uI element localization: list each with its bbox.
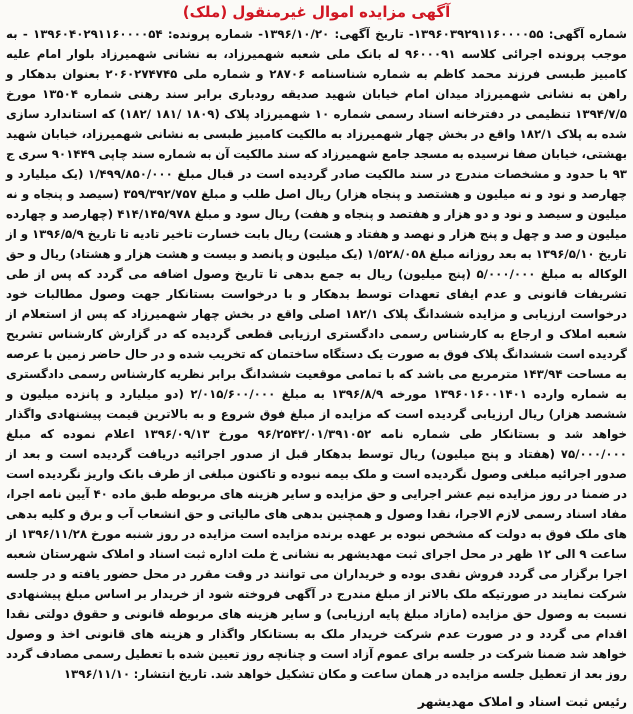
notice-body: شماره آگهی: ۱۳۹۶۰۳۹۲۹۱۱۶۰۰۰۰۵۵- تاریخ آگهی: ۱۳۹۶/۱۰/۲۰- شماره پرونده: ۱۳۹۶۰۴۰۲۹۱۱۶۰۰۰۰۵۴ - به موجب پرونده اجرائی کلاسه ۹۶۰۰۰۹۱ له بانک ملی شعبه شهمیرزاد، به نشانی شهمیرزاد بلوار امام علیه کامبیز طبسی فرزند محمد کاظم به شماره شناسنامه ۲۸۷۰۶ و شماره ملی ۲۰۶۰۲۷۴۷۴۵ بعنوان بدهکار و راهن به نشانی شهمیرزاد میدان امام خیابان شهید صدیقه رودباری برابر سند رهنی شماره ۱۳۵۰۴ مورخ ۱۳۹۴/۷/۵ تنظیمی در دفترخانه اسناد رسمی شماره ۱۰ شهمیرزاد پلاک (۱۸۰۹ /۱۸۱ /۱۸۲) که استاندارد سازی شده به پلاک ۱۸۲/۱ واقع در بخش چهار شهمیرزاد به مالکیت کامبیز طبسی به نشانی شهمیرزاد، خیابان شهید بهشتی، خیابان صفا نرسیده به مسجد جامع شهمیرزاد که سند مالکیت آن به شماره سند چاپی ۹۰۱۴۴۹ سری ج ۹۳ با حدود و مشخصات مندرج در سند مالکیت صادر گردیده است در قبال مبلغ ۱/۴۹۹/۸۵۰/۰۰۰ (یک میلیارد و چهارصد و نود و نه میلیون و هشتصد و پنجاه هزار) ریال اصل طلب و مبلغ ۳۵۹/۳۹۲/۷۵۷ (سیصد و پنجاه و نه میلیون و سیصد و نود و دو هزار و هفتصد و پنجاه و هفت) ریال سود و مبلغ ۴۱۴/۱۴۵/۹۷۸ (چهارصد و چهارده میلیون و صد و چهل و پنج هزار و نهصد و هفتاد و هشت) ریال بابت خسارت تاخیر تادیه تا تاریخ ۱۳۹۶/۵/۹ و از تاریخ ۱۳۹۶/۵/۱۰ به بعد روزانه مبلغ ۱/۵۲۸/۰۵۸ (یک میلیون و پانصد و بیست و هشت هزار و هشتاد) ریال و حق الوکاله به مبلغ ۵/۰۰۰/۰۰۰ (پنج میلیون) ریال به جمع بدهی تا تاریخ وصول اضافه می گردد که پس از طی تشریفات قانونی و عدم ایفای تعهدات توسط بدهکار و با درخواست بستانکار جهت وصول مطالبات خود درخواست ارزیابی و مزایده ششدانگ پلاک ۱۸۲/۱ اصلی واقع در بخش چهار شهمیرزاد که پس از استعلام از شعبه املاک و ارجاع به کارشناس رسمی دادگستری ارزیابی قطعی گردیده که در گزارش کارشناس تشریح گردیده است ششدانگ پلاک فوق به صورت یک دستگاه ساختمان که تخریب شده و در حال حاضر زمین با عرصه به مساحت ۱۴۳/۹۴ مترمربع می باشد که با تمامی موقعیت ششدانگ برابر نظریه کارشناس رسمی دادگستری به شماره وارده ۱۳۹۶۰۱۶۰۰۱۴۰۱ مورخه ۱۳۹۶/۸/۹ به مبلغ ۲/۰۱۵/۶۰۰/۰۰۰ (دو میلیارد و پانزده میلیون و ششصد هزار) ریال ارزیابی گردیده است که مزایده از مبلغ فوق شروع و به بالاترین قیمت پیشنهادی واگذار خواهد شد و بستانکار طی شماره نامه ۹۶/۲۵۴۲/۰۱/۳۹۱۰۵۲ مورخ ۱۳۹۶/۰۹/۱۳ اعلام نموده که مبلغ ۷۵/۰۰۰/۰۰۰ (هفتاد و پنج میلیون) ریال توسط بدهکار قبل از صدور اجرائیه دریافت گردیده است و بعد از صدور اجرائیه مبلغی وصول نگردیده است و ملک بیمه نبوده و تاکنون مبلغی از طرف بانک واریز نگردیده است در ضمنا در روز مزایده نیم عشر اجرایی و حق مزایده و سایر هزینه های مربوطه طبق ماده ۴۰ آیین نامه اجرا، مفاد اسناد رسمی لازم الاجرا، نقدا وصول و همچنین بدهی های مالیاتی و حق انشعاب آب و برق و کلیه بدهی های ملک فوق به دولت که مشخص نبوده بر عهده برنده مزایده است مزایده در روز شنبه مورخ ۱۳۹۶/۱۱/۲۸ از ساعت ۹ الی ۱۲ ظهر در محل اجرای ثبت مهدیشهر به نشانی خ ملت اداره ثبت اسناد و املاک شهرستان شعبه اجرا برگزار می گردد فروش نقدی بوده و خریداران می توانند در وقت مقرر در محل حضور یافته و در جلسه شرکت نمایند در صورتیکه ملک بالاتر از مبلغ مندرج در آگهی فروخته شود از خریدار بر اساس مبلغ پیشنهادی نسبت به وصول حق مزایده (مازاد مبلغ پایه ارزیابی) و سایر هزینه های مربوطه قانونی و حقوق دولتی نقدا اقدام می گردد و در صورت عدم شرکت خریدار ملک به بستانکار واگذار و هزینه های قانونی اخذ و وصول خواهد شد ضمنا شرکت در جلسه برای عموم آزاد است و چنانچه روز تعیین شده با تعطیل رسمی مصادف گردد روز بعد از تعطیل جلسه مزایده در همان ساعت و مکان تشکیل خواهد شد. تاریخ انتشار: ۱۳۹۶/۱۱/۱۰ <box>6 27 628 681</box>
notice-title: آگهی مزایده اموال غیرمنقول (ملک) <box>182 3 451 21</box>
notice-signature: رئیس ثبت اسناد و املاک مهدیشهر <box>417 694 627 709</box>
